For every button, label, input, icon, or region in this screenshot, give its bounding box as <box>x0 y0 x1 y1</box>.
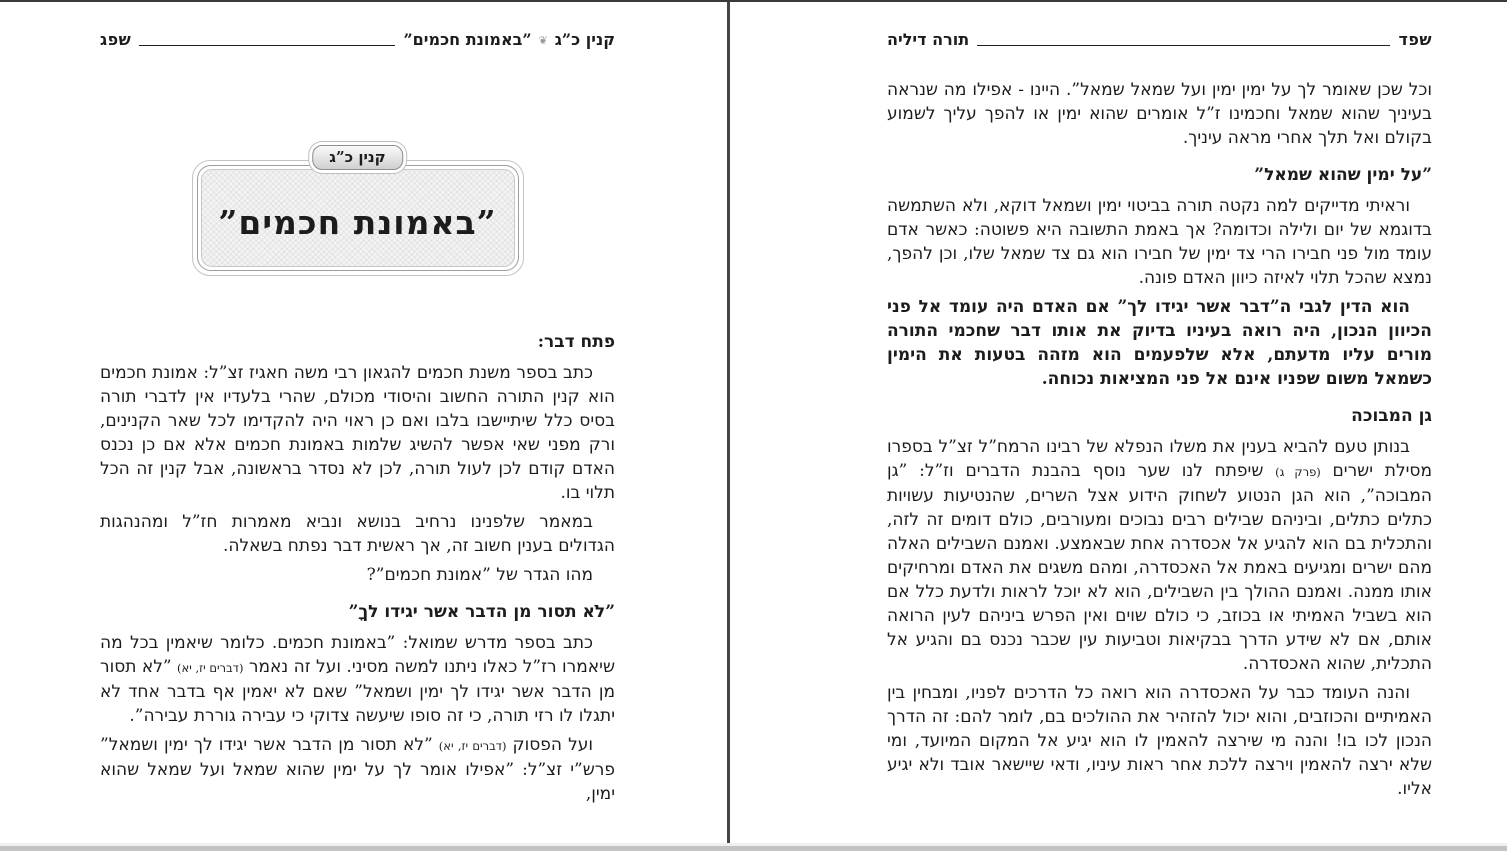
paragraph: וראיתי מדייקים למה נקטה תורה בביטוי ימין ושמאל דוקא, ולא השתמשה בדוגמא של יום ולילה וכדומה? אך באמת התשובה היא פשוטה: כאשר אדם עומד מול פני חבירו הרי צד ימין של חבירו הוא גם צד שמאל שלו, וכן להפך, נמצא שהכל תלוי לאיזה כיוון האדם פונה. <box>887 196 1432 288</box>
page-number-right: שפד <box>1398 29 1432 49</box>
chapter-title-frame-mid <box>197 165 519 271</box>
running-head-book-title: תורה דיליה <box>887 29 970 49</box>
running-head-right <box>887 28 1432 50</box>
paragraph: והנה העומד כבר על האכסדרה הוא רואה כל הדרכים לפניו, ומבחין בין האמיתיים והכוזבים, והוא יכול להזהיר את ההולכים בם, לומר להם: זה הדרך הנכון לכו בו! והנה מי שירצה להאמין לו הוא יגיע אל המקום המיועד, ומי שלא ירצה להאמין וירצה ללכת אחר ראות עיניו, ודאי שיישאר אובד ולא יגיע אליו. <box>887 683 1432 799</box>
section-heading: גן המבוכה <box>1351 406 1432 426</box>
right-page-body <box>887 78 1432 801</box>
running-head-rule-right <box>977 45 1390 46</box>
chapter-number-label: קנין כ”ג <box>329 148 386 166</box>
chapter-title: ”באמונת חכמים” <box>218 202 497 242</box>
chapter-ornament <box>192 148 524 276</box>
left-page-body <box>100 330 615 806</box>
page-right <box>730 2 1507 843</box>
source-reference: (פרק ג) <box>1275 465 1321 479</box>
paragraph: במאמר שלפנינו נרחיב בנושא ונביא מאמרות חז”ל ומהנהגות הגדולים בענין חשוב זה, אך ראשית דבר נפתח בשאלה. <box>100 512 615 556</box>
paragraph: בנותן טעם להביא בענין את משלו הנפלא של רבינו הרמח”ל זצ”ל בספרו מסילת ישרים (פרק ג) שיפתח לנו שער נוסף בהבנת הדברים וז”ל: ”גן המבוכה”, הוא הגן הנטוע לשחוק הידוע אצל השרים, שהנטיעות עשויות כתלים כתלים, וביניהם שבילים רבים נבוכים ומעורבים, כולם דומים זה לזה, והתכלית בם הוא להגיע אל אכסדרה אחת שבאמצע. ואמנם השבילים האלה מהם ישרים ומגיעים באמת אל האכסדרה, ומהם משגים את האדם ומרחיקים אותו ממנה. ואמנם ההולך בין השבילים, הוא לא יוכל לראות ולדעת כלל אם הוא בשביל האמיתי או בכוזב, כי כולם שוים ואין הפרש ביניהם לעין הרואה אותם, אם לא שידע הדרך בבקיאות וטביעות עין שכבר נכנס בם והגיע אל התכלית, שהוא האכסדרה. <box>887 437 1433 674</box>
paragraph: וכל שכן שאומר לך על ימין ימין ועל שמאל שמאל”. היינו - אפילו מה שנראה בעיניך שהוא שמאל וחכמינו ז”ל אומרים שהוא ימין או להפך עליך לשמוע בקולם ואל תלך אחרי מראה עיניך. <box>887 80 1432 148</box>
running-head-left <box>100 28 615 50</box>
running-head-rule-left <box>139 45 395 46</box>
section-heading: ”על ימין שהוא שמאל” <box>1254 165 1432 185</box>
running-head-chapter <box>403 30 615 49</box>
running-head-chapter-title: ”באמונת חכמים” <box>403 29 532 49</box>
chapter-title-frame-inner <box>201 169 515 267</box>
paragraph: כתב בספר מדרש שמואל: ”באמונת חכמים. כלומר שיאמין בכל מה שיאמרו רז”ל כאלו ניתנו למשה מסיני. ועל זה נאמר (דברים יז, יא) ”לא תסור מן הדבר אשר יגידו לך ימין ושמאל” שאם לא יאמין אף בדבר אחד לא יתגלו לו רזי תורה, כי זה סופו שיעשה צדוקי כי עבירה גוררת עבירה”. <box>100 633 616 726</box>
section-heading: פתח דבר: <box>537 332 615 352</box>
page-left <box>0 2 727 843</box>
running-head-chapter-label: קנין כ”ג <box>554 29 615 49</box>
chapter-title-frame-outer <box>192 160 524 276</box>
paragraph: ועל הפסוק (דברים יז, יא) ”לא תסור מן הדבר אשר יגידו לך ימין ושמאל” פרש”י זצ”ל: ”אפילו אומר לך על ימין שהוא שמאל ועל שמאל שהוא ימין, <box>100 735 615 804</box>
fleuron-icon: ❦ <box>538 33 548 47</box>
source-reference: (דברים יז, יא) <box>438 739 507 753</box>
paragraph: כתב בספר משנת חכמים להגאון רבי משה חאגיז זצ”ל: אמונת חכמים הוא קנין התורה החשוב והיסודי מכולם, שהרי בלעדיו אין לדברי תורה בסיס כלל שיתיישבו בלבו ואם כן ראוי היה להקדימו לכל שאר הקנינים, ורק מפני שאי אפשר להשיג שלמות באמונת חכמים אלא אם כן נכנס האדם קודם לכן לעול תורה, לכן לא נסדר בראשונה, אבל קנין זה הכל תלוי בו. <box>100 363 615 503</box>
paragraph: הוא הדין לגבי ה”דבר אשר יגידו לך” אם האדם היה עומד אל פני הכיוון הנכון, היה רואה בעיניו בדיוק את אותו דבר שחכמי התורה מורים עליו מדעתם, אלא שלפעמים הוא מזהה בטעות את הימין כשמאל משום שפניו אינם אל פני המציאות נכוחה. <box>887 297 1432 389</box>
window-bottom-bar <box>0 846 1507 851</box>
chapter-number-tab <box>312 145 402 170</box>
section-heading: ”לֹא תסור מן הדבר אשר יגידו לךָ” <box>348 602 615 622</box>
source-reference: (דברים יז, יא) <box>177 661 244 675</box>
page-number-left: שפג <box>100 29 132 49</box>
paragraph: מהו הגדר של ”אמונת חכמים”? <box>366 565 593 585</box>
